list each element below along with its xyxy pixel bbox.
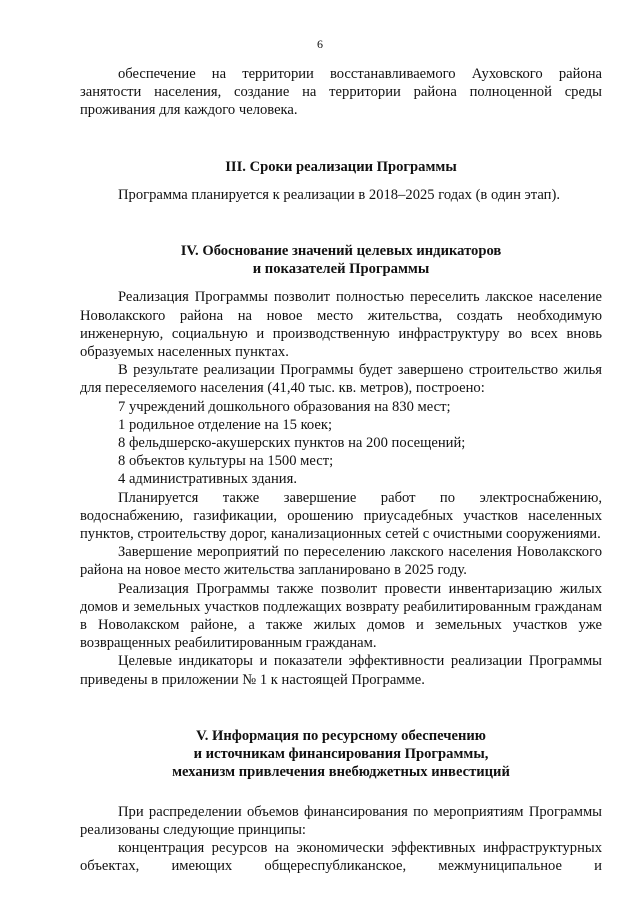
section-4-paragraph-3: Планируется также завершение работ по электроснабжению, водоснабжению, газификации, орошению приусадебных участков населенных пунктов, строительству дорог, канализационных сетей с очистными сооружениями. bbox=[80, 489, 602, 543]
list-item: 8 фельдшерско-акушерских пунктов на 200 посещений; bbox=[118, 435, 466, 452]
section-4-paragraph-4: Завершение мероприятий по переселению лакского населения Новолакского района на новое место жительства запланировано в 2025 году. bbox=[80, 544, 602, 579]
section-4-heading-line-2: и показателей Программы bbox=[252, 261, 430, 278]
section-5-heading-line-1: V. Информация по ресурсному обеспечению bbox=[196, 727, 486, 744]
intro-paragraph: обеспечение на территории восстанавливаемого Ауховского района занятости населения, создание на территории района полноценной среды проживания для каждого человека. bbox=[80, 66, 602, 119]
section-5-paragraph-1: При распределении объемов финансирования по мероприятиям Программы реализованы следующие принципы: bbox=[80, 803, 602, 838]
list-item: 1 родильное отделение на 15 коек; bbox=[118, 416, 333, 433]
section-3-heading: III. Сроки реализации Программы bbox=[225, 158, 457, 175]
list-item: 4 административных здания. bbox=[118, 471, 297, 488]
section-4-paragraph-6: Целевые индикаторы и показатели эффективности реализации Программы приведены в приложении № 1 к настоящей Программе. bbox=[80, 653, 602, 688]
list-item: 8 объектов культуры на 1500 мест; bbox=[118, 453, 334, 470]
section-4-paragraph-1: Реализация Программы позволит полностью переселить лакское население Новолакского района на новое место жительства, создать необходимую инженерную, социальную и производственную инфраструктуру во всех вновь образуемых населенных пунктах. bbox=[80, 289, 602, 361]
list-item: 7 учреждений дошкольного образования на 830 мест; bbox=[118, 398, 451, 415]
document-body bbox=[80, 65, 602, 875]
section-4-paragraph-2: В результате реализации Программы будет завершено строительство жилья для переселяемого населения (41,40 тыс. кв. метров), построено: bbox=[80, 362, 602, 397]
page-number: 6 bbox=[317, 37, 323, 51]
section-5-heading-line-3: механизм привлечения внебюджетных инвестиций bbox=[172, 764, 510, 781]
section-4-paragraph-5: Реализация Программы также позволит провести инвентаризацию жилых домов и земельных участков подлежащих возврату реабилитированным гражданам в Новолакском районе, а также жилых домов и земельных участков уже возвращенных реабилитированным гражданам. bbox=[80, 580, 602, 652]
section-5-paragraph-2: концентрация ресурсов на экономически эффективных инфраструктурных объектах, имеющих общереспубликанское, межмуниципальное и bbox=[80, 839, 602, 875]
section-3-paragraph: Программа планируется к реализации в 2018–2025 годах (в один этап). bbox=[118, 186, 560, 203]
section-4-heading bbox=[80, 242, 602, 278]
section-4-heading-line-1: IV. Обоснование значений целевых индикаторов bbox=[180, 243, 502, 260]
section-5-heading-line-2: и источникам финансирования Программы, bbox=[193, 746, 489, 763]
section-5-heading bbox=[80, 727, 602, 782]
